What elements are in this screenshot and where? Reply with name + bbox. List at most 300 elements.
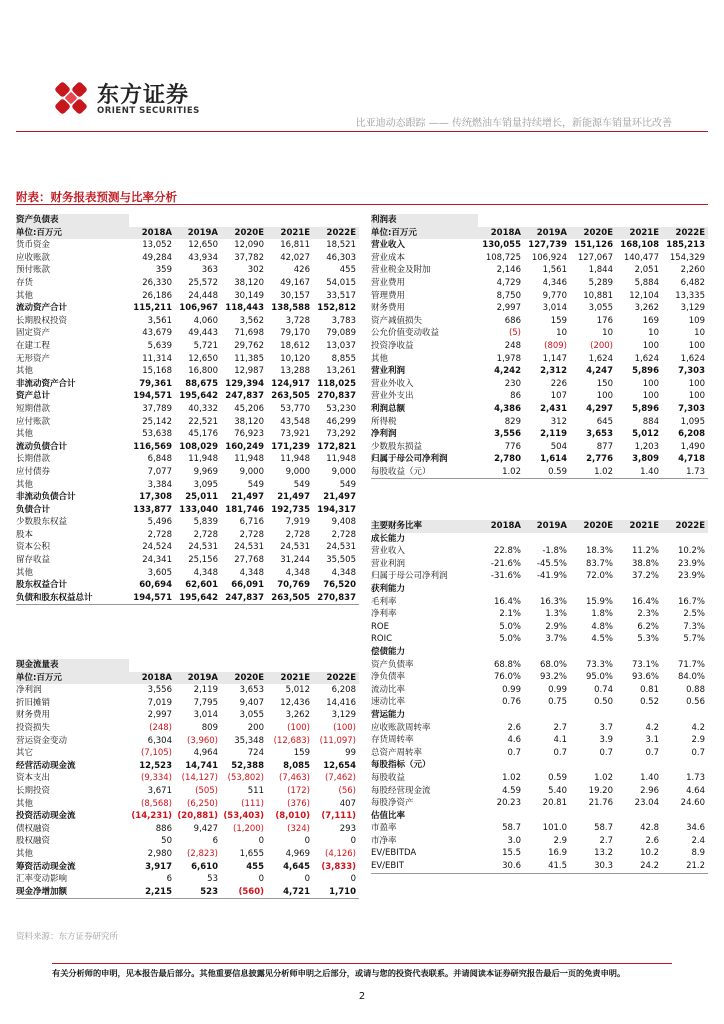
year-header: 2020E (570, 520, 616, 533)
value-cell: 4,060 (193, 315, 218, 326)
table-header-row (16, 227, 359, 240)
value-cell: 226 (550, 378, 567, 389)
value-cell: 79,361 (139, 378, 172, 389)
row-label: 投资活动现金流 (16, 811, 76, 822)
table-row (16, 848, 359, 861)
value-cell: 263,505 (267, 592, 313, 605)
table-row (371, 709, 708, 722)
value-cell: (53,403) (223, 811, 264, 822)
value-cell: 12,104 (629, 290, 659, 301)
table-row (16, 835, 359, 848)
row-label: 长期投资 (16, 785, 51, 796)
value-cell (616, 810, 662, 823)
value-cell: 1,203 (634, 441, 659, 452)
table-title-spacer (267, 214, 313, 227)
table-title-row (16, 659, 359, 672)
value-cell (478, 646, 524, 659)
row-label: EV/EBITDA (371, 848, 417, 859)
value-cell: 2,119 (540, 429, 567, 440)
value-cell: 24,531 (280, 542, 310, 553)
row-label: 每股收益（元） (371, 466, 478, 479)
value-cell: (7,462) (325, 773, 356, 784)
table-title-row (16, 214, 359, 227)
value-cell: 168,108 (620, 240, 659, 251)
value-cell: 2.1% (499, 609, 521, 620)
value-cell: 1.3% (545, 609, 567, 620)
value-cell: 35,505 (326, 555, 356, 566)
value-cell: 3,561 (147, 315, 172, 326)
value-cell: 58.7 (502, 823, 521, 834)
value-cell: 2,431 (540, 403, 567, 414)
table-row (371, 659, 708, 672)
table-row (16, 722, 359, 735)
value-cell: (14,231) (131, 811, 172, 822)
value-cell: 30.3 (570, 860, 616, 873)
value-cell: 21.76 (588, 798, 613, 809)
value-cell: 549 (339, 479, 356, 490)
table-row (16, 798, 359, 811)
value-cell (570, 810, 616, 823)
table-row (371, 239, 708, 252)
row-label: 归属于母公司净利润 (371, 571, 448, 582)
value-cell: 37,782 (234, 252, 264, 263)
value-cell: 58.7 (594, 823, 613, 834)
row-label: 资产减值损失 (371, 315, 423, 326)
value-cell: 42.8 (640, 823, 659, 834)
value-cell: 4,346 (542, 278, 567, 289)
value-cell: 41.5 (524, 860, 570, 873)
value-cell: 116,569 (133, 441, 172, 452)
row-label: 无形资产 (16, 353, 51, 364)
value-cell: 3,605 (147, 567, 172, 578)
value-cell: 2,260 (680, 265, 705, 276)
table-row (371, 416, 708, 429)
value-cell (616, 646, 662, 659)
value-cell: 133,877 (133, 504, 172, 515)
value-cell (662, 646, 708, 659)
value-cell: 176 (596, 315, 613, 326)
table-row (371, 264, 708, 277)
value-cell: (11,097) (319, 735, 356, 746)
value-cell: 2,728 (193, 529, 218, 540)
table-row (371, 784, 708, 797)
value-cell: 2.96 (640, 785, 659, 796)
value-cell: 24.2 (616, 860, 662, 873)
year-header: 2020E (221, 672, 267, 685)
value-cell: 30,157 (280, 290, 310, 301)
value-cell: 106,924 (531, 252, 567, 263)
year-header: 2018A (129, 227, 175, 240)
value-cell: 24,531 (188, 542, 218, 553)
value-cell: 16,811 (280, 240, 310, 251)
value-cell: 504 (550, 441, 567, 452)
row-label: 流动负债合计 (16, 441, 68, 452)
value-cell: 30,149 (234, 290, 264, 301)
value-cell (616, 583, 662, 596)
value-cell: 16.4% (493, 596, 521, 607)
value-cell (662, 709, 708, 722)
table-row (371, 772, 708, 785)
value-cell: 4,348 (285, 567, 310, 578)
row-label: 每股净资产 (371, 798, 414, 809)
table-row (371, 646, 708, 659)
value-cell: 159 (293, 748, 310, 759)
row-label: 股东权益合计 (16, 580, 68, 591)
value-cell: 7,077 (147, 466, 172, 477)
value-cell: 4.59 (502, 785, 521, 796)
row-label: 营业费用 (371, 278, 406, 289)
table-row (16, 302, 359, 315)
value-cell: (6,250) (187, 798, 218, 809)
value-cell: 1,624 (634, 353, 659, 364)
table-header-row (371, 520, 708, 533)
table-row (16, 516, 359, 529)
value-cell: 194,571 (129, 592, 175, 605)
value-cell: (100) (287, 723, 310, 734)
table-title-spacer (221, 214, 267, 227)
row-label: 资本支出 (16, 773, 51, 784)
value-cell: 150 (596, 378, 613, 389)
value-cell: 24,341 (142, 555, 172, 566)
value-cell: 0.7 (691, 747, 705, 758)
value-cell (524, 759, 570, 772)
value-cell: 549 (293, 479, 310, 490)
year-header: 2020E (570, 227, 616, 240)
value-cell: 2,980 (147, 848, 172, 859)
value-cell: 24,524 (142, 542, 172, 553)
value-cell: 70,769 (277, 580, 310, 591)
value-cell: 0.59 (548, 772, 567, 783)
value-cell: 2.6 (645, 835, 659, 846)
value-cell: 76,923 (234, 429, 264, 440)
row-label: 速动比率 (371, 697, 406, 708)
value-cell: 31,244 (280, 555, 310, 566)
value-cell: 4,348 (239, 567, 264, 578)
value-cell: 18,612 (280, 340, 310, 351)
value-cell: 5,012 (285, 685, 310, 696)
value-cell: 312 (550, 416, 567, 427)
value-cell: 0.7 (645, 747, 659, 758)
value-cell: 35,348 (234, 735, 264, 746)
value-cell: 15,168 (142, 366, 172, 377)
table-row (16, 592, 359, 605)
value-cell: 1.02 (594, 772, 613, 783)
year-header: 2022E (313, 672, 359, 685)
value-cell: (12,683) (273, 735, 310, 746)
value-cell: 73,292 (326, 429, 356, 440)
value-cell: 109 (688, 315, 705, 326)
value-cell: 66,091 (231, 580, 264, 591)
value-cell: 4,729 (496, 278, 521, 289)
table-title-spacer (662, 214, 708, 227)
value-cell: 16.4% (631, 596, 659, 607)
value-cell: 549 (247, 479, 264, 490)
value-cell: 60,694 (139, 580, 172, 591)
value-cell: 100 (642, 391, 659, 402)
value-cell: 25,156 (188, 555, 218, 566)
value-cell: 11,314 (142, 353, 172, 364)
value-cell: 10,120 (280, 353, 310, 364)
value-cell: 302 (247, 265, 264, 276)
value-cell: 53,638 (142, 429, 172, 440)
value-cell: 724 (247, 748, 264, 759)
row-label: 偿债能力 (371, 646, 406, 657)
value-cell: 159 (550, 315, 567, 326)
value-cell: 9,000 (285, 466, 310, 477)
value-cell: 9,000 (239, 466, 264, 477)
value-cell (524, 810, 570, 823)
value-cell: 6,610 (191, 861, 218, 872)
value-cell: 2,997 (496, 303, 521, 314)
table-row (16, 353, 359, 366)
year-header: 2020E (221, 227, 267, 240)
value-cell: 127,067 (577, 252, 613, 263)
value-cell: 11,948 (188, 454, 218, 465)
value-cell: 9,770 (542, 290, 567, 301)
value-cell: 5.40 (548, 785, 567, 796)
value-cell: 645 (596, 416, 613, 427)
value-cell: 426 (293, 265, 310, 276)
value-cell: 4,348 (331, 567, 356, 578)
value-cell: 38,120 (234, 278, 264, 289)
value-cell: 100 (688, 391, 705, 402)
value-cell: 0.99 (548, 684, 567, 695)
table-row (16, 709, 359, 722)
row-label: 其它 (16, 748, 34, 759)
row-label: 非流动资产合计 (16, 378, 76, 389)
table-row (371, 290, 708, 303)
value-cell: 195,642 (175, 592, 221, 605)
value-cell: 4.64 (686, 785, 705, 796)
table-row (371, 847, 708, 860)
year-header: 2022E (313, 227, 359, 240)
value-cell: 46,303 (326, 252, 356, 263)
year-header: 2021E (616, 520, 662, 533)
value-cell: 16.7% (677, 596, 705, 607)
table-row (371, 797, 708, 810)
value-cell: 13.2 (594, 848, 613, 859)
value-cell: -21.6% (490, 558, 521, 569)
value-cell: 3.1 (645, 735, 659, 746)
table-row (371, 533, 708, 546)
value-cell: 4.5% (591, 634, 613, 645)
table-row (371, 596, 708, 609)
value-cell: 73,921 (280, 429, 310, 440)
year-header: 2018A (478, 227, 524, 240)
value-cell (478, 810, 524, 823)
value-cell (662, 583, 708, 596)
table-row (16, 315, 359, 328)
value-cell: 14,416 (326, 697, 356, 708)
table-row (16, 290, 359, 303)
value-cell: 5.3% (637, 634, 659, 645)
value-cell: 809 (201, 723, 218, 734)
row-label: 营业收入 (371, 240, 406, 251)
balance-sheet-table (16, 214, 359, 605)
value-cell: 4,297 (586, 403, 613, 414)
value-cell: 181,746 (225, 504, 264, 515)
logo (51, 76, 211, 124)
row-label: 应收账款 (16, 252, 51, 263)
table-row (371, 734, 708, 747)
table-row (16, 478, 359, 491)
value-cell: 2.9 (691, 735, 705, 746)
value-cell: (7,105) (141, 748, 172, 759)
table-row (16, 735, 359, 748)
value-cell: 79,089 (326, 328, 356, 339)
value-cell: 52,388 (231, 760, 264, 771)
value-cell: 1,561 (542, 265, 567, 276)
orient-securities-logo-icon (51, 78, 91, 118)
value-cell: 101.0 (542, 823, 567, 834)
value-cell: (8,010) (275, 811, 310, 822)
value-cell: 3,055 (588, 303, 613, 314)
table-row (371, 633, 708, 646)
table-row (16, 239, 359, 252)
value-cell: 4,242 (494, 366, 521, 377)
table-row (16, 416, 359, 429)
table-row (371, 608, 708, 621)
value-cell: 8,855 (331, 353, 356, 364)
value-cell: 118,443 (225, 303, 264, 314)
value-cell: 129,394 (225, 378, 264, 389)
value-cell: 0.59 (524, 466, 570, 479)
value-cell: 3,809 (632, 454, 659, 465)
value-cell: 68.0% (539, 659, 567, 670)
row-label: 营业成本 (371, 252, 406, 263)
value-cell: 25,011 (185, 492, 218, 503)
value-cell: 686 (504, 315, 521, 326)
table-row (16, 529, 359, 542)
value-cell: 100 (642, 378, 659, 389)
value-cell: 84.0% (677, 672, 705, 683)
year-header: 2019A (175, 227, 221, 240)
value-cell: 25,572 (188, 278, 218, 289)
value-cell: 133,040 (179, 504, 218, 515)
value-cell: 455 (246, 861, 264, 872)
value-cell: 5,496 (147, 517, 172, 528)
value-cell: 124,917 (271, 378, 310, 389)
value-cell: 45,176 (188, 429, 218, 440)
table-title-spacer (570, 214, 616, 227)
table-title: 现金流量表 (16, 659, 129, 672)
section-divider (16, 204, 708, 205)
value-cell: 0.75 (548, 697, 567, 708)
value-cell: 1,655 (239, 848, 264, 859)
value-cell: 5.0% (499, 621, 521, 632)
table-row (16, 340, 359, 353)
value-cell: (3,960) (187, 735, 218, 746)
value-cell: 37,789 (142, 403, 172, 414)
table-title: 利润表 (371, 214, 478, 227)
table-row (16, 861, 359, 874)
value-cell: 829 (504, 416, 521, 427)
value-cell: 138,588 (271, 303, 310, 314)
value-cell: 16.9 (548, 848, 567, 859)
value-cell: 2,728 (239, 529, 264, 540)
value-cell: 46,299 (326, 416, 356, 427)
value-cell (616, 533, 662, 546)
disclaimer-text: 有关分析师的申明，见本报告最后部分。其他重要信息披露见分析师申明之后部分，或请与您的投资代表联系。并请阅读本证券研究报告最后一页的免责申明。 (52, 968, 626, 978)
value-cell (478, 583, 524, 596)
value-cell: 6,848 (147, 454, 172, 465)
value-cell: 49,284 (142, 252, 172, 263)
value-cell: 2,728 (285, 529, 310, 540)
table-title: 主要财务比率 (371, 520, 478, 533)
value-cell: 6,208 (331, 685, 356, 696)
value-cell: 12,650 (188, 240, 218, 251)
value-cell: 43,548 (280, 416, 310, 427)
value-cell: 38.8% (631, 558, 659, 569)
value-cell: 38,120 (234, 416, 264, 427)
row-label: 成长能力 (371, 533, 406, 544)
value-cell: -45.5% (536, 558, 567, 569)
value-cell: 100 (642, 340, 659, 351)
value-cell: 34.6 (686, 823, 705, 834)
value-cell: 8.9 (691, 848, 705, 859)
value-cell: 108,725 (485, 252, 521, 263)
value-cell: 13,037 (326, 340, 356, 351)
value-cell: 33,517 (326, 290, 356, 301)
value-cell: 4,348 (193, 567, 218, 578)
row-label: 少数股东损益 (371, 441, 423, 452)
value-cell: 169 (642, 315, 659, 326)
table-row (16, 886, 359, 899)
value-cell: 6 (166, 874, 172, 885)
value-cell: 21,497 (231, 492, 264, 503)
row-label: 利润总额 (371, 403, 406, 414)
table-row (16, 873, 359, 886)
value-cell: 0.81 (640, 684, 659, 695)
value-cell: 2.6 (507, 722, 521, 733)
row-label: 其他 (16, 290, 34, 301)
table-row (16, 428, 359, 441)
row-label: 长期借款 (16, 454, 51, 465)
value-cell: 73.3% (585, 659, 613, 670)
table-row (371, 684, 708, 697)
table-row (371, 302, 708, 315)
table-row (371, 759, 708, 772)
value-cell: 93.6% (631, 672, 659, 683)
row-label: 其他 (16, 798, 34, 809)
value-cell (616, 759, 662, 772)
value-cell: 1.40 (640, 772, 659, 783)
row-label: 财务费用 (16, 710, 51, 721)
value-cell: 359 (155, 265, 172, 276)
row-label: 负债和股东权益总计 (16, 592, 129, 605)
row-label: 营业利润 (371, 366, 406, 377)
value-cell: 0.88 (686, 684, 705, 695)
value-cell: 7,019 (147, 697, 172, 708)
value-cell: -41.9% (536, 571, 567, 582)
value-cell: (7,111) (321, 811, 356, 822)
row-label: 财务费用 (371, 303, 406, 314)
value-cell: 1,624 (588, 353, 613, 364)
value-cell: 2.7 (599, 835, 613, 846)
value-cell: 71,698 (234, 328, 264, 339)
value-cell: (172) (287, 785, 310, 796)
row-label: 应付债券 (16, 466, 51, 477)
value-cell: 19.20 (588, 785, 613, 796)
row-label: 投资净收益 (371, 340, 414, 351)
value-cell: 3,556 (494, 429, 521, 440)
value-cell: 1.8% (591, 609, 613, 620)
value-cell: 23.04 (634, 798, 659, 809)
row-label: 债权融资 (16, 823, 51, 834)
value-cell: 2,997 (147, 710, 172, 721)
value-cell: 23.9% (677, 558, 705, 569)
value-cell: 1,710 (313, 886, 359, 899)
